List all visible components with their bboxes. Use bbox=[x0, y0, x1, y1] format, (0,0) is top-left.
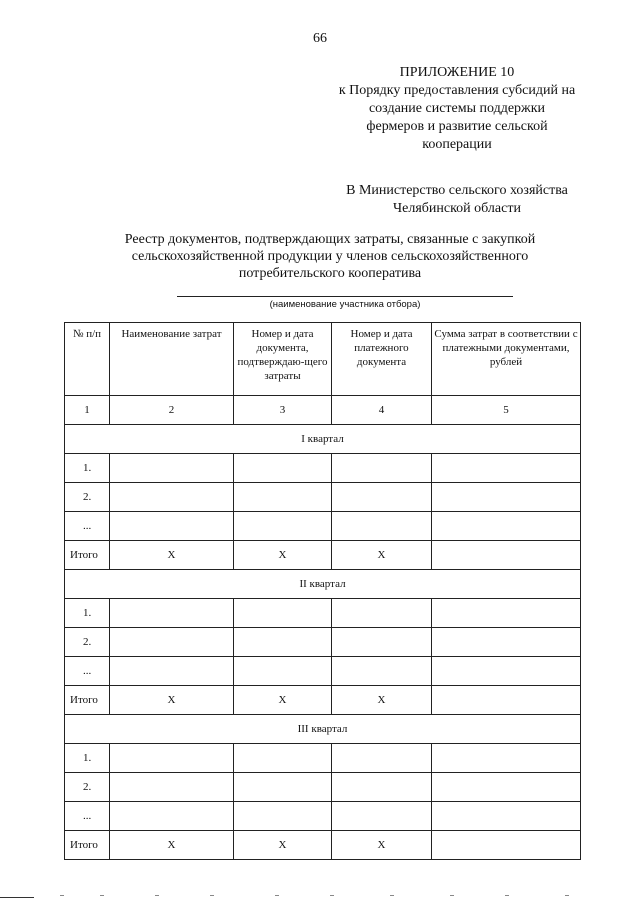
amount-cell[interactable] bbox=[432, 773, 581, 802]
expense-name-cell[interactable] bbox=[110, 773, 234, 802]
amount-cell[interactable] bbox=[432, 512, 581, 541]
expense-name-cell[interactable] bbox=[110, 483, 234, 512]
expense-name-cell[interactable] bbox=[110, 744, 234, 773]
column-number: 2 bbox=[110, 396, 234, 425]
total-mark: X bbox=[234, 686, 332, 715]
expense-name-cell[interactable] bbox=[110, 512, 234, 541]
column-header-amount: Сумма затрат в соответствии с платежными документами, рублей bbox=[432, 323, 581, 396]
total-mark: X bbox=[332, 686, 432, 715]
document-cell[interactable] bbox=[234, 802, 332, 831]
total-amount-cell[interactable] bbox=[432, 686, 581, 715]
column-number: 5 bbox=[432, 396, 581, 425]
table-row bbox=[65, 744, 581, 773]
participant-name-line bbox=[177, 296, 513, 297]
table-row bbox=[65, 599, 581, 628]
footer-dotted-line bbox=[60, 895, 580, 897]
expense-name-cell[interactable] bbox=[110, 454, 234, 483]
expense-name-cell[interactable] bbox=[110, 802, 234, 831]
total-amount-cell[interactable] bbox=[432, 831, 581, 860]
column-number: 3 bbox=[234, 396, 332, 425]
column-number-row bbox=[65, 396, 581, 425]
expense-name-cell[interactable] bbox=[110, 628, 234, 657]
appendix-line: создание системы поддержки bbox=[368, 101, 546, 116]
total-mark: X bbox=[332, 541, 432, 570]
total-row bbox=[65, 541, 581, 570]
quarter-row bbox=[65, 570, 581, 599]
payment-document-cell[interactable] bbox=[332, 512, 432, 541]
row-number: 1. bbox=[65, 454, 110, 483]
page-number: 66 bbox=[313, 31, 327, 46]
quarter-row bbox=[65, 425, 581, 454]
document-title-line: сельскохозяйственной продукции у членов сельскохозяйственного bbox=[131, 249, 529, 264]
total-amount-cell[interactable] bbox=[432, 541, 581, 570]
appendix-title: ПРИЛОЖЕНИЕ 10 bbox=[399, 65, 515, 80]
document-cell[interactable] bbox=[234, 773, 332, 802]
participant-name-caption: (наименование участника отбора) bbox=[269, 299, 421, 310]
row-number: 1. bbox=[65, 744, 110, 773]
payment-document-cell[interactable] bbox=[332, 744, 432, 773]
addressee-block bbox=[318, 182, 596, 218]
appendix-line: фермеров и развитие сельской bbox=[366, 119, 548, 134]
quarter-row bbox=[65, 715, 581, 744]
table-row bbox=[65, 512, 581, 541]
appendix-line: кооперации bbox=[422, 137, 492, 152]
addressee-line: Челябинской области bbox=[393, 201, 521, 216]
document-cell[interactable] bbox=[234, 599, 332, 628]
expense-name-cell[interactable] bbox=[110, 657, 234, 686]
table-row bbox=[65, 657, 581, 686]
column-number: 4 bbox=[332, 396, 432, 425]
total-mark: X bbox=[234, 831, 332, 860]
amount-cell[interactable] bbox=[432, 599, 581, 628]
table-row bbox=[65, 802, 581, 831]
total-mark: X bbox=[110, 686, 234, 715]
document-cell[interactable] bbox=[234, 744, 332, 773]
appendix-line: к Порядку предоставления субсидий на bbox=[338, 83, 576, 98]
payment-document-cell[interactable] bbox=[332, 773, 432, 802]
document-title-line: потребительского кооператива bbox=[238, 266, 422, 281]
row-number: ... bbox=[65, 802, 110, 831]
column-header-number: № п/п bbox=[65, 323, 110, 396]
footer-rule bbox=[0, 897, 34, 898]
amount-cell[interactable] bbox=[432, 483, 581, 512]
table-row bbox=[65, 454, 581, 483]
total-label: Итого bbox=[65, 541, 110, 570]
total-label: Итого bbox=[65, 686, 110, 715]
document-title bbox=[88, 231, 572, 282]
document-cell[interactable] bbox=[234, 628, 332, 657]
row-number: 2. bbox=[65, 483, 110, 512]
document-cell[interactable] bbox=[234, 657, 332, 686]
row-number: 2. bbox=[65, 628, 110, 657]
table-row bbox=[65, 628, 581, 657]
quarter-label: II квартал bbox=[65, 570, 581, 599]
payment-document-cell[interactable] bbox=[332, 454, 432, 483]
total-mark: X bbox=[110, 831, 234, 860]
amount-cell[interactable] bbox=[432, 744, 581, 773]
expense-name-cell[interactable] bbox=[110, 599, 234, 628]
quarter-label: I квартал bbox=[65, 425, 581, 454]
amount-cell[interactable] bbox=[432, 628, 581, 657]
payment-document-cell[interactable] bbox=[332, 599, 432, 628]
document-cell[interactable] bbox=[234, 512, 332, 541]
registry-table bbox=[64, 322, 581, 860]
total-mark: X bbox=[332, 831, 432, 860]
appendix-block bbox=[318, 64, 596, 154]
amount-cell[interactable] bbox=[432, 802, 581, 831]
row-number: 2. bbox=[65, 773, 110, 802]
amount-cell[interactable] bbox=[432, 657, 581, 686]
total-mark: X bbox=[110, 541, 234, 570]
document-cell[interactable] bbox=[234, 454, 332, 483]
row-number: ... bbox=[65, 657, 110, 686]
addressee-line: В Министерство сельского хозяйства bbox=[346, 183, 568, 198]
payment-document-cell[interactable] bbox=[332, 628, 432, 657]
quarter-label: III квартал bbox=[65, 715, 581, 744]
total-mark: X bbox=[234, 541, 332, 570]
column-header-expense-name: Наименование затрат bbox=[110, 323, 234, 396]
payment-document-cell[interactable] bbox=[332, 483, 432, 512]
column-header-payment-document: Номер и дата платежного документа bbox=[332, 323, 432, 396]
payment-document-cell[interactable] bbox=[332, 657, 432, 686]
column-header-document: Номер и дата документа, подтверждаю-щего затраты bbox=[234, 323, 332, 396]
table-row bbox=[65, 483, 581, 512]
payment-document-cell[interactable] bbox=[332, 802, 432, 831]
total-row bbox=[65, 686, 581, 715]
row-number: ... bbox=[65, 512, 110, 541]
row-number: 1. bbox=[65, 599, 110, 628]
column-number: 1 bbox=[65, 396, 110, 425]
document-title-line: Реестр документов, подтверждающих затраты, связанные с закупкой bbox=[124, 232, 536, 247]
amount-cell[interactable] bbox=[432, 454, 581, 483]
header-row bbox=[65, 323, 581, 396]
total-row bbox=[65, 831, 581, 860]
document-cell[interactable] bbox=[234, 483, 332, 512]
total-label: Итого bbox=[65, 831, 110, 860]
table-row bbox=[65, 773, 581, 802]
